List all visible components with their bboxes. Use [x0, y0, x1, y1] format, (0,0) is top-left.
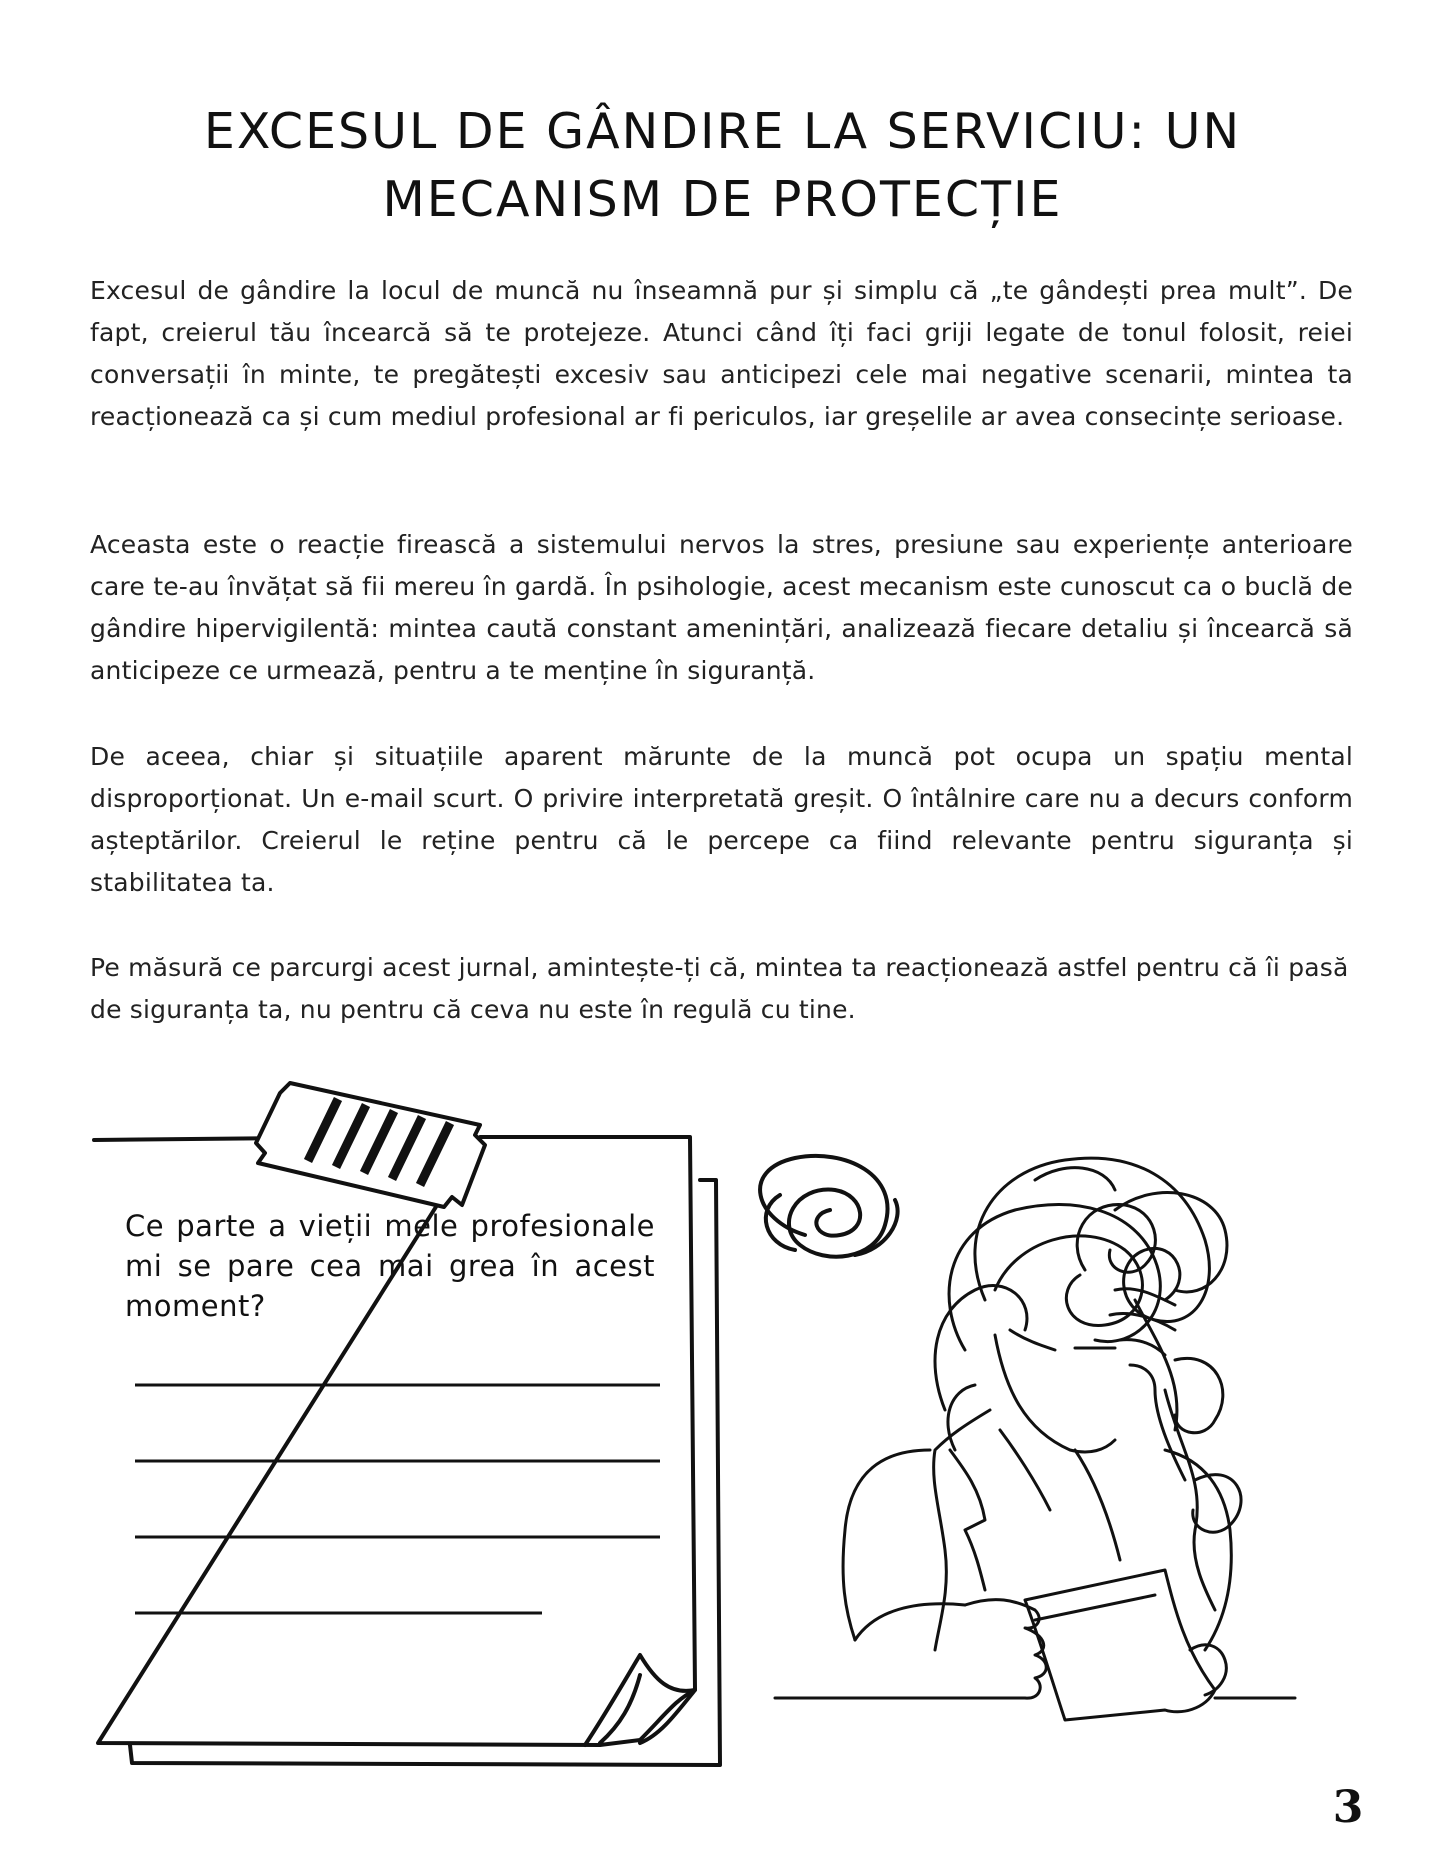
thought-scribble-icon — [760, 1156, 898, 1257]
hair-scribble — [935, 1158, 1241, 1610]
closed-eye-left — [1010, 1330, 1055, 1350]
page-title — [150, 98, 1295, 234]
intro-paragraph: Excesul de gândire la locul de muncă nu înseamnă pur și simplu că „te gândești prea mult”. De fapt, creierul tău încearcă să te protejeze. Atunci când îți faci griji legate de tonul folosit, reiei conversații în minte, te pregătești excesiv sau anticipezi cele mai negative scenarii, mintea ta reacționează ca și cum mediul profesional ar fi periculos, iar greșelile ar avea consecințe serioase. — [90, 276, 1353, 431]
journal-prompt: Ce parte a vieții mele profesionale mi se pare cea mai grea în acest moment? — [125, 1209, 655, 1323]
page-title-line-1: EXCESUL DE GÂNDIRE LA SERVICIU: UN — [203, 103, 1242, 160]
face-outline — [995, 1335, 1115, 1452]
page-number: 3 — [1332, 1782, 1364, 1833]
reminder-paragraph: Pe măsură ce parcurgi acest jurnal, amintește-ți că, mintea ta reacționează astfel pentru că îi pasă de siguranța ta, nu pentru că ceva nu este în regulă cu tine. — [90, 953, 1349, 1024]
blazer-outline — [934, 1410, 990, 1650]
writing-lines — [135, 1385, 660, 1613]
stressed-woman-illustration — [735, 1150, 1335, 1735]
page-title-line-2: MECANISM DE PROTECȚIE — [382, 171, 1063, 228]
hands-holding-paper — [965, 1600, 1046, 1699]
nervous-system-paragraph: Aceasta este o reacție firească a sistemului nervos la stres, presiune sau experiențe anterioare care te-au învățat să fii mereu în gardă. În psihologie, acest mecanism este cunoscut ca o buclă de gândire hipervigilentă: mintea caută constant amenințări, analizează fiecare detaliu și încearcă să anticipeze ce urmează, pentru a te menține în siguranță. — [90, 530, 1353, 685]
small-situations-paragraph: De aceea, chiar și situațiile aparent mărunte de la muncă pot ocupa un spațiu mental disproporționat. Un e-mail scurt. O privire interpretată greșit. O întâlnire care nu a decurs conform așteptărilor. Creierul le reține pentru că le percepe ca fiind relevante pentru siguranța și stabilitatea ta. — [90, 742, 1353, 897]
paper-sheet — [1025, 1570, 1215, 1720]
tape-icon — [256, 1083, 485, 1207]
sticky-note-illustration — [80, 1075, 730, 1780]
